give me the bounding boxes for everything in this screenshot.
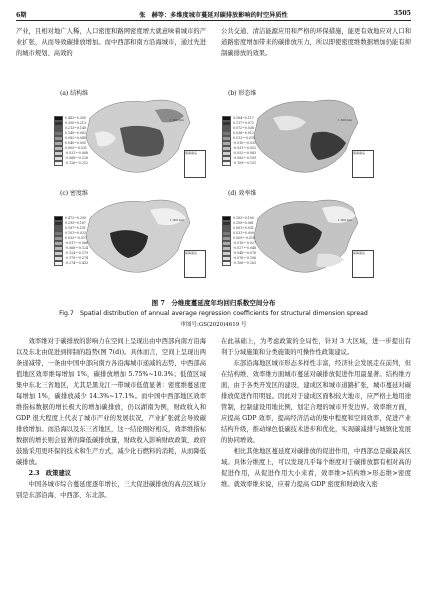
scale-bar: 1 000 km xyxy=(337,218,352,222)
issue-number: 6期 xyxy=(16,12,27,19)
running-title: 张 赫等：多维度城市蔓延对碳排放影响的时空异质性 xyxy=(139,12,288,19)
legend-item: -0.010~-0.027 xyxy=(222,241,256,246)
legend-item: -0.048~-0.076 xyxy=(222,251,256,256)
header-rule xyxy=(16,20,411,21)
map-panel-c xyxy=(50,188,208,280)
bottom-left-column xyxy=(16,336,206,598)
scale-bar: 1 000 km xyxy=(169,118,184,122)
map-panel-a xyxy=(50,88,208,180)
paragraph: 东部沿海地区城市形态多样性丰富，经济社会发展走在前列，但在结构维、效率维方面城市蔓延对碳排放促进作用最显著。结构维方面，由于各类开发区的建设，建成区和城市道路扩张，城市蔓延对碳排放促进作用明显。因此对于建成区面积较大地市，应严格土地用途管制，控制建设用地比例，划定合理的城市开发边界。效率维方面，应提高 GDP 效率，提高经济活动的集中程度和空间效率，促进产业结构升级，推动绿色低碳技术进步和优化，实现碳减排与城镇化发展的协同增效。 xyxy=(221,360,411,444)
legend-item: -0.124~-0.179 xyxy=(54,251,88,256)
legend-item: -0.052~-0.083 xyxy=(222,151,256,156)
panel-label: (d) 效率维 xyxy=(228,190,257,197)
legend-item: 0.187~0.101 xyxy=(54,226,88,231)
page-header xyxy=(16,8,411,20)
legend-item: 0.164~0.117 xyxy=(222,116,256,121)
map-legend xyxy=(222,216,256,266)
map-legend xyxy=(222,116,256,166)
legend-item: 0.100~0.061 xyxy=(222,221,256,226)
top-left-column xyxy=(16,26,206,80)
legend-item: -0.109~-0.151 xyxy=(222,161,256,166)
paragraph: 中国各城市综合蔓延度逐年增长，三大促进碳排放的高点区域分别是东部沿海、中西部、东北部。 xyxy=(16,481,206,499)
legend-item: -0.083~-0.109 xyxy=(222,156,256,161)
south-china-sea-inset: 南海诸岛 xyxy=(352,150,374,178)
south-china-sea-inset: 南海诸岛 xyxy=(184,150,206,178)
south-china-sea-inset: 南海诸岛 xyxy=(352,250,374,278)
legend-item: 0.117~0.072 xyxy=(222,121,256,126)
legend-item: -0.106~-0.163 xyxy=(222,261,256,266)
legend-item: 0.061~0.031 xyxy=(222,226,256,231)
legend-item: -0.017~-0.066 xyxy=(54,241,88,246)
legend-item: 0.009~-0.010 xyxy=(222,236,256,241)
map-legend xyxy=(54,216,88,266)
legend-item: 0.005~-0.031 xyxy=(54,146,88,151)
legend-item: -0.010~-0.031 xyxy=(222,141,256,146)
map-panel-d xyxy=(218,188,376,280)
legend-item: 0.033~-0.017 xyxy=(54,236,88,241)
map-review-number: 审图号:GS(2020)4619 号 xyxy=(180,322,247,328)
map-panel-b xyxy=(218,88,376,180)
scale-bar: 1 000 km xyxy=(169,218,184,222)
legend-item: -0.068~-0.126 xyxy=(54,156,88,161)
page-number: 3505 xyxy=(393,10,411,17)
figure-caption-en: Fig.7 Spatial distribution of annual average regression coefficients for structural dimension spread xyxy=(59,310,368,317)
panel-label: (c) 密度维 xyxy=(60,190,88,197)
legend-item: 0.012~-0.010 xyxy=(222,136,256,141)
panel-label: (b) 形态维 xyxy=(228,90,257,97)
legend-item: -0.126~-0.212 xyxy=(54,161,88,166)
legend-item: 0.101~0.033 xyxy=(54,231,88,236)
bottom-right-column xyxy=(221,336,411,598)
south-china-sea-inset: 南海诸岛 xyxy=(184,250,206,278)
paragraph: 公共交通、清洁能源应用和严格的环保措施，能更有效地应对人口和道路密度增加带来的碳排放压力，所以即使密度维数据增加仍能有抑制碳排放的效果。 xyxy=(221,28,411,57)
figure-caption-cn: 图 7 分维度蔓延度年均回归系数空间分布 xyxy=(151,299,276,307)
legend-item: 0.040~0.005 xyxy=(54,141,88,146)
legend-item: 0.072~0.036 xyxy=(222,126,256,131)
paragraph: 相比其他地区蔓延度对碳排放的促进作用，中西部总是碳最高区域。具体分维度上，可以发现几乎每个维度对于碳排放都有相对高的促进作用，从促进作用大小来看，效率维>结构维>形态维>密度维。就效率维来说，应着力提高 GDP 密度和财政收入密 xyxy=(221,448,411,488)
section-heading: 2.3 政策建议 xyxy=(28,470,72,477)
top-right-column xyxy=(221,26,411,80)
legend-item: -0.066~-0.124 xyxy=(54,246,88,251)
paragraph: 在此基础上，为考虑政策的全局性，针对 3 大区域，进一步提出有利于分域施策和分类施策的可操作性政策建议。 xyxy=(221,338,411,356)
legend-item: 0.140~0.082 xyxy=(54,131,88,136)
legend-item: -0.031~-0.052 xyxy=(222,146,256,151)
legend-item: -0.027~-0.048 xyxy=(222,246,256,251)
legend-item: 0.295~0.187 xyxy=(54,221,88,226)
legend-item: 0.472~0.295 xyxy=(54,216,88,221)
legend-item: -0.031~-0.068 xyxy=(54,151,88,156)
paragraph: 效率维对于碳排放的影响力在空间上呈现出由中西部向南方沿海以及东北由促进到抑制的趋势(图 7(d))。具体而言，空间上呈现出两条递减带，一条由中国中部向南方各沿海城市递减的态势，中西部高值地区效率维每增加 1%，碳排放增加 5.75%~10.3%；低值区域集中东北三省地区，尤其是黑龙江一带城市低值显著：密度维蔓延度每增加 1%，碳排放减少 14.3%~17.1%。而中国中西部地区效率维指标数据的增长极大的增加碳排放，仍以湖南为例，财政收入和 GDP 很大程度上代表了城市产业的发展状况，产业扩张就会导致碳排放增加。而沿海以及东三省地区，这一结论刚好相反，效率维指标数据的增长则会显著的降低碳排放量，财政收入影响财政政策，政府鼓励采用更环保的技术和生产方式，减少化石燃料的消耗，从而降低碳排放。 xyxy=(16,338,206,466)
legend-item: 0.036~0.012 xyxy=(222,131,256,136)
panel-label: (a) 结构维 xyxy=(60,90,89,97)
figure-7 xyxy=(50,88,380,288)
legend-item: -0.076~-0.106 xyxy=(222,256,256,261)
map-legend xyxy=(54,116,88,166)
legend-item: 0.213~0.140 xyxy=(54,126,88,131)
legend-item: 0.031~0.009 xyxy=(222,231,256,236)
scale-bar: 1 000 km xyxy=(337,118,352,122)
legend-item: -0.179~-0.274 xyxy=(54,256,88,261)
legend-item: -0.274~-0.433 xyxy=(54,261,88,266)
legend-item: 0.300~0.213 xyxy=(54,121,88,126)
paragraph: 产业，且相对地广人稀，人口密度和路网密度增大就意味着城市的产业扩张，从而导致碳排放增加。而中西部和南方沿海城市，通过先进的城市规划、高效的 xyxy=(16,28,206,57)
legend-item: 0.483~0.300 xyxy=(54,116,88,121)
legend-item: 0.082~0.040 xyxy=(54,136,88,141)
legend-item: 0.163~0.100 xyxy=(222,216,256,221)
